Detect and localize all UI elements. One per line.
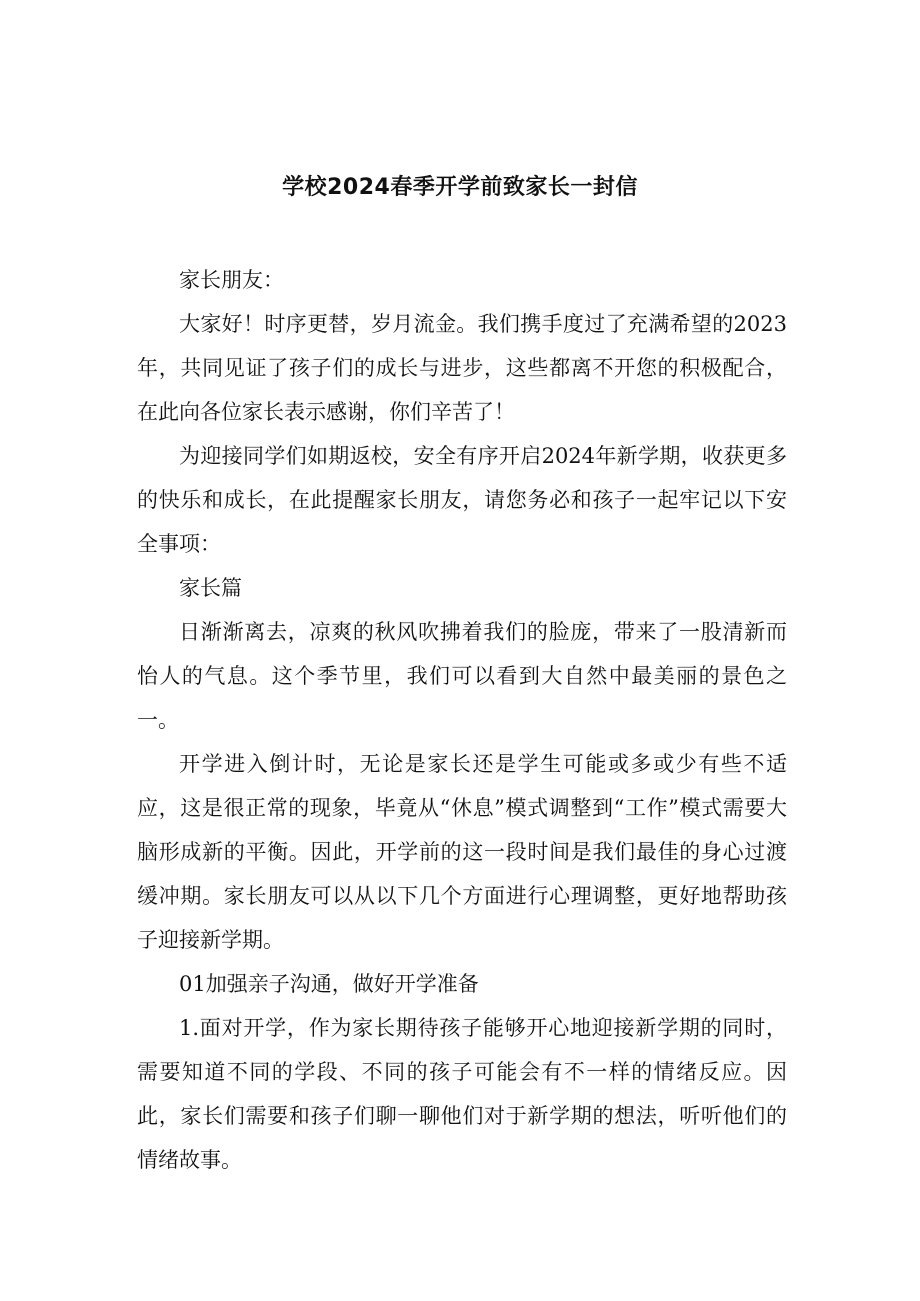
paragraph-item-1: 1.面对开学，作为家长期待孩子能够开心地迎接新学期的同时，需要知道不同的学段、不同的孩子可能会有不一样的情绪反应。因此，家长们需要和孩子们聊一聊他们对于新学期的想法，听听他们的情绪故事。	[137, 1016, 787, 1172]
subheading-communication: 01加强亲子沟通，做好开学准备	[179, 972, 479, 996]
paragraph-greeting: 大家好！时序更替，岁月流金。我们携手度过了充满希望的2023年，共同见证了孩子们的成长与进步，这些都离不开您的积极配合，在此向各位家长表示感谢，你们辛苦了！	[137, 312, 787, 424]
document-body	[137, 258, 787, 1182]
document-title: 学校2024春季开学前致家长一封信	[282, 175, 638, 200]
paragraph-safety-reminder: 为迎接同学们如期返校，安全有序开启2024年新学期，收获更多的快乐和成长，在此提醒家长朋友，请您务必和孩子一起牢记以下安全事项：	[137, 444, 787, 556]
paragraph-countdown: 开学进入倒计时，无论是家长还是学生可能或多或少有些不适应，这是很正常的现象，毕竟从“休息”模式调整到“工作”模式需要大脑形成新的平衡。因此，开学前的这一段时间是我们最佳的身心过渡缓冲期。家长朋友可以从以下几个方面进行心理调整，更好地帮助孩子迎接新学期。	[137, 752, 787, 952]
paragraph-autumn: 日渐渐离去，凉爽的秋风吹拂着我们的脸庞，带来了一股清新而怡人的气息。这个季节里，我们可以看到大自然中最美丽的景色之一。	[137, 620, 787, 732]
salutation: 家长朋友：	[179, 268, 284, 292]
section-heading-parents: 家长篇	[179, 576, 242, 600]
